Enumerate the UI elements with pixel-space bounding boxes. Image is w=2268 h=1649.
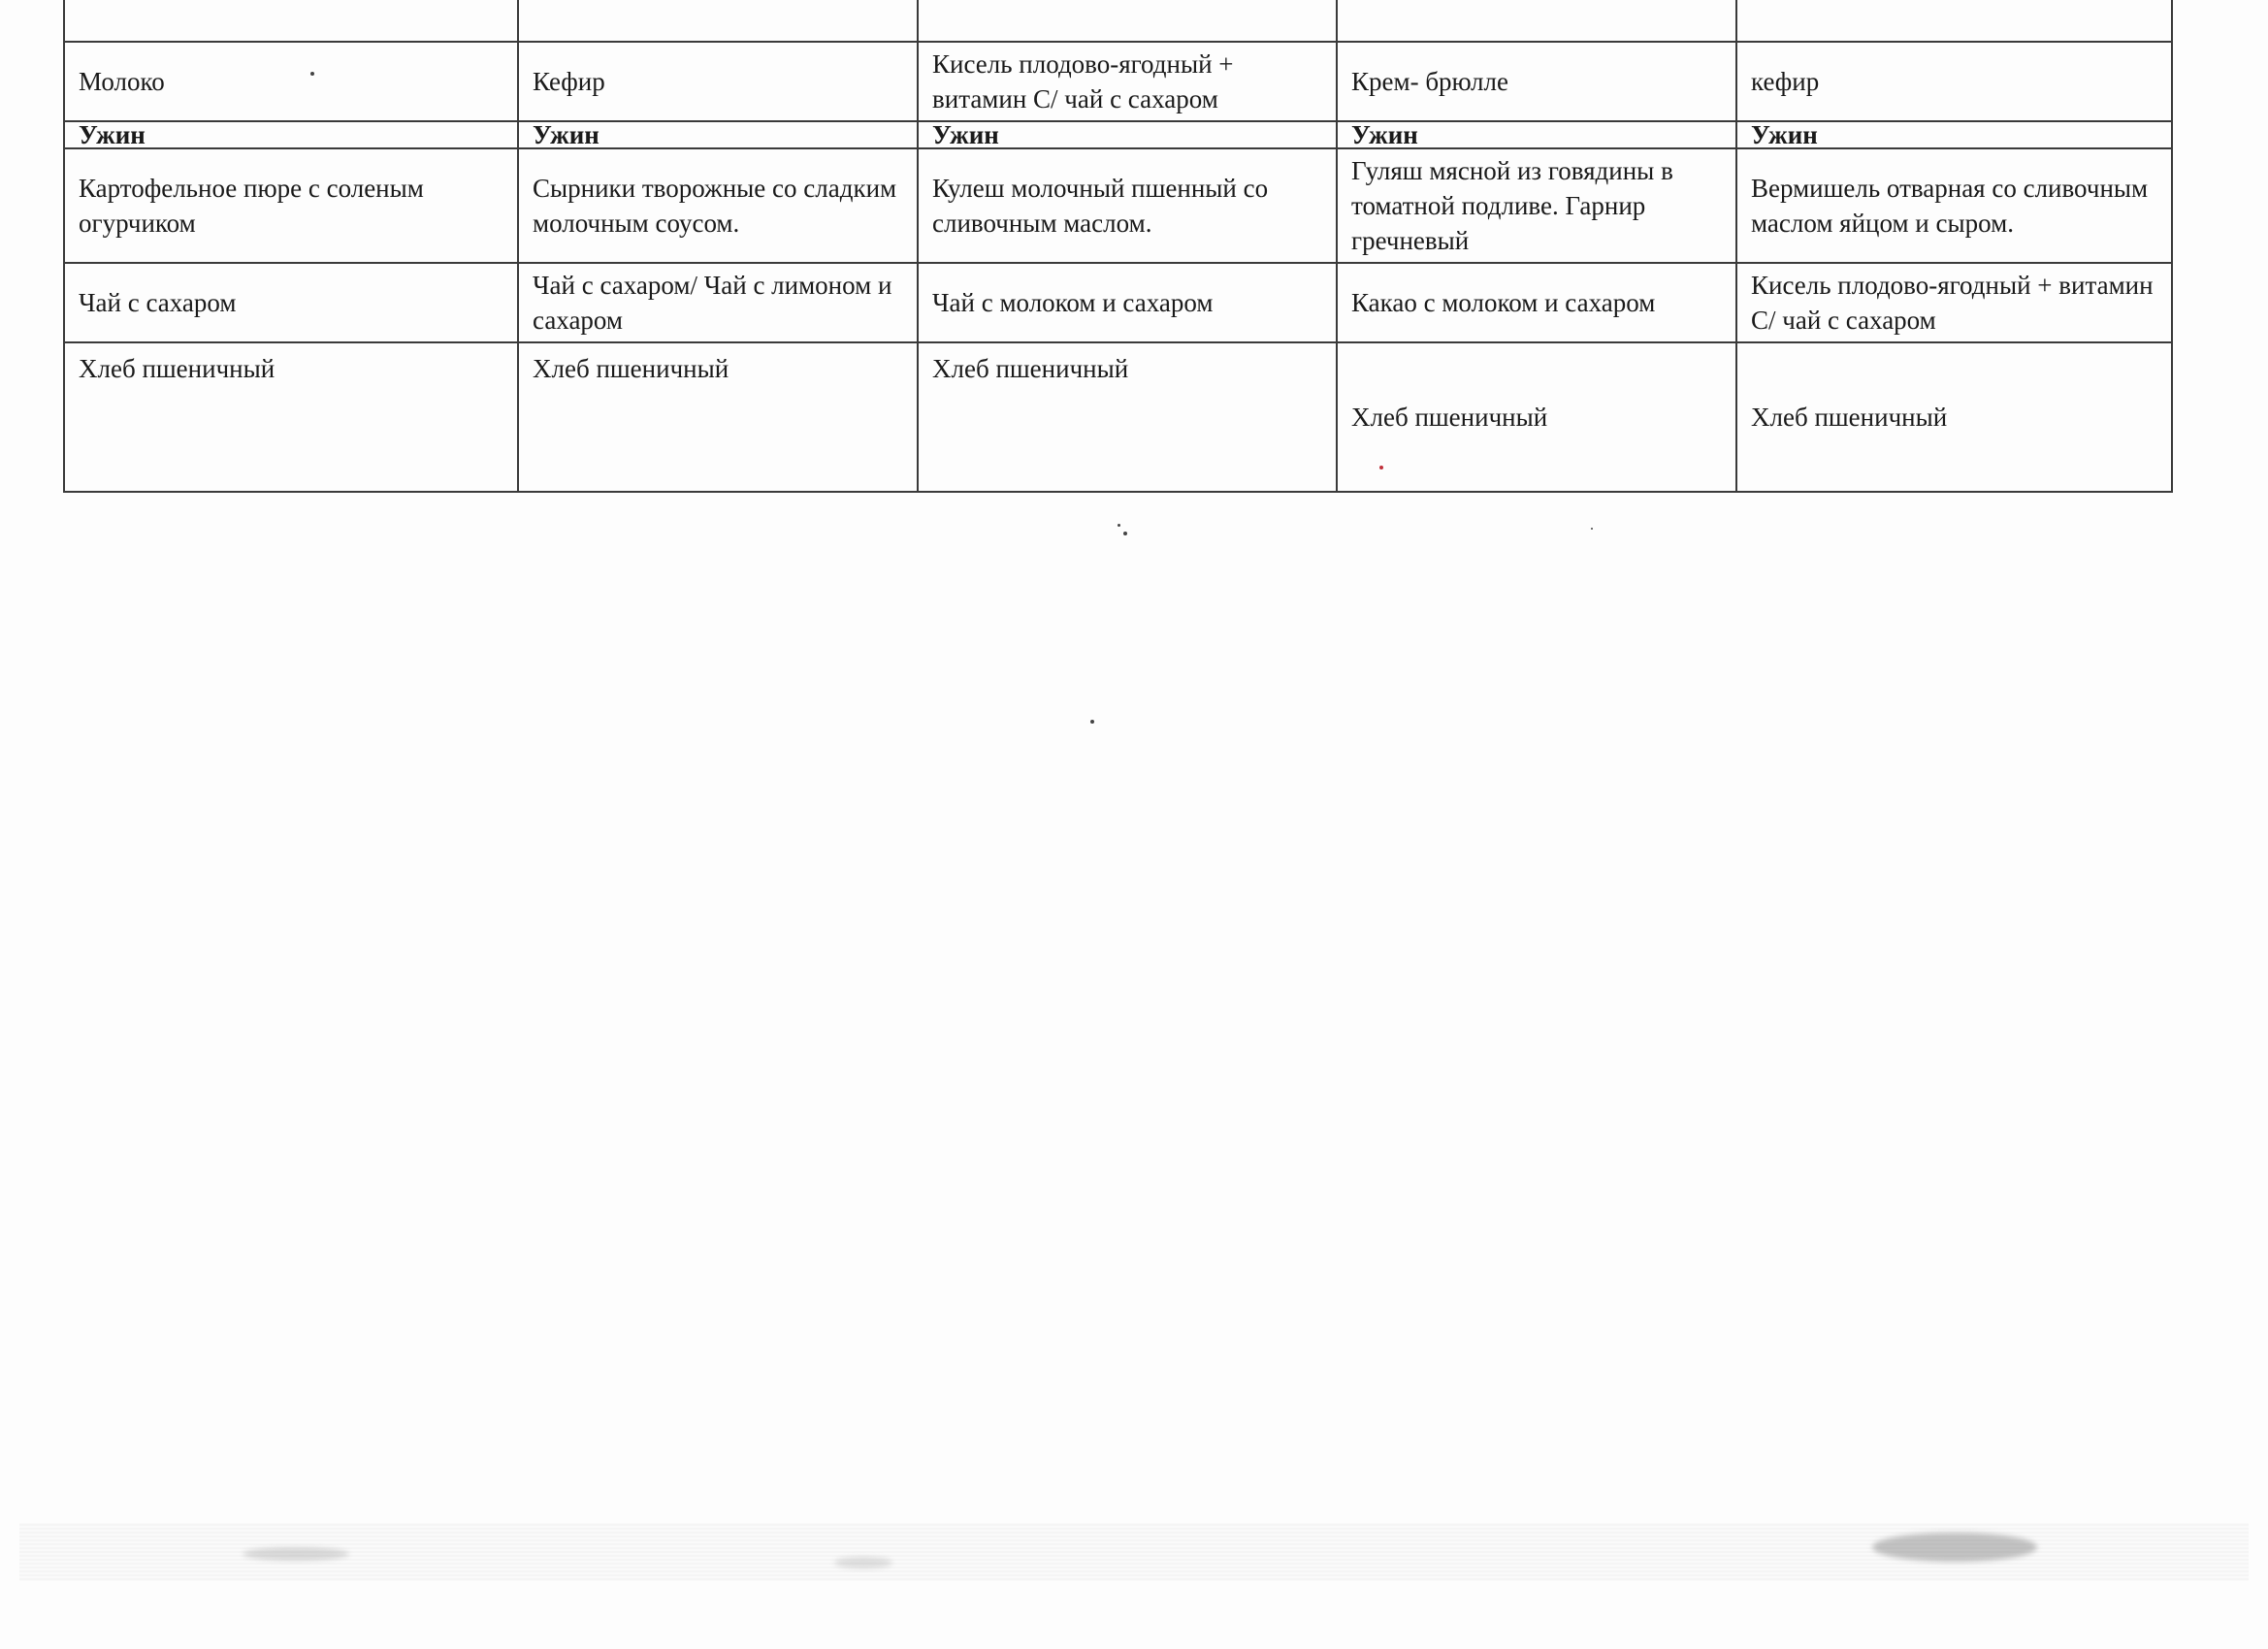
- scan-speck: [1379, 466, 1383, 469]
- table-cell: Картофельное пюре с соленым огурчиком: [64, 148, 518, 263]
- scan-smudge: [1872, 1533, 2037, 1562]
- table-cell: Кисель плодово-ягодный + витамин С/ чай с сахаром: [918, 42, 1337, 121]
- table-cell: [518, 0, 918, 42]
- table-cell: Какао с молоком и сахаром: [1337, 263, 1736, 342]
- table-cell: Чай с молоком и сахаром: [918, 263, 1337, 342]
- table-cell: Чай с сахаром/ Чай с лимоном и сахаром: [518, 263, 918, 342]
- table-row-main-dish: [64, 148, 2172, 263]
- menu-table: [63, 0, 2173, 493]
- table-cell: Вермишель отварная со сливочным маслом яйцом и сыром.: [1736, 148, 2172, 263]
- section-heading: Ужин: [1337, 121, 1736, 148]
- table-cell: Хлеб пшеничный: [64, 342, 518, 492]
- table-cell: Хлеб пшеничный: [918, 342, 1337, 492]
- table-cell: кефир: [1736, 42, 2172, 121]
- table-cell: Хлеб пшеничный: [518, 342, 918, 492]
- section-heading: Ужин: [918, 121, 1337, 148]
- section-heading: Ужин: [64, 121, 518, 148]
- table-row-bread: [64, 342, 2172, 492]
- table-cell: Сырники творожные со сладким молочным соусом.: [518, 148, 918, 263]
- section-heading: Ужин: [1736, 121, 2172, 148]
- table-cell: Молоко: [64, 42, 518, 121]
- table-cell: [918, 0, 1337, 42]
- scan-smudge: [243, 1547, 349, 1561]
- table-cell: Гуляш мясной из говядины в томатной подливе. Гарнир гречневый: [1337, 148, 1736, 263]
- scan-speck: [310, 72, 314, 76]
- table-cell: [1337, 0, 1736, 42]
- table-cell: Кулеш молочный пшенный со сливочным маслом.: [918, 148, 1337, 263]
- table-cell: [1736, 0, 2172, 42]
- table-cell: Кисель плодово-ягодный + витамин С/ чай с сахаром: [1736, 263, 2172, 342]
- table-row-top-cut: [64, 0, 2172, 42]
- table-cell: [64, 0, 518, 42]
- table-cell: Чай с сахаром: [64, 263, 518, 342]
- scan-smudge: [834, 1557, 892, 1568]
- table-row-drinks: [64, 42, 2172, 121]
- table-cell: Крем- брюлле: [1337, 42, 1736, 121]
- table-cell: Хлеб пшеничный: [1736, 342, 2172, 492]
- section-heading: Ужин: [518, 121, 918, 148]
- scan-speck: [1090, 720, 1094, 724]
- scan-speck: [1118, 524, 1120, 527]
- scan-speck: [1591, 528, 1593, 530]
- table-row-tea: [64, 263, 2172, 342]
- table-row-dinner-header: [64, 121, 2172, 148]
- table-cell: Хлеб пшеничный: [1337, 342, 1736, 492]
- table-cell: Кефир: [518, 42, 918, 121]
- scan-speck: [1123, 532, 1127, 535]
